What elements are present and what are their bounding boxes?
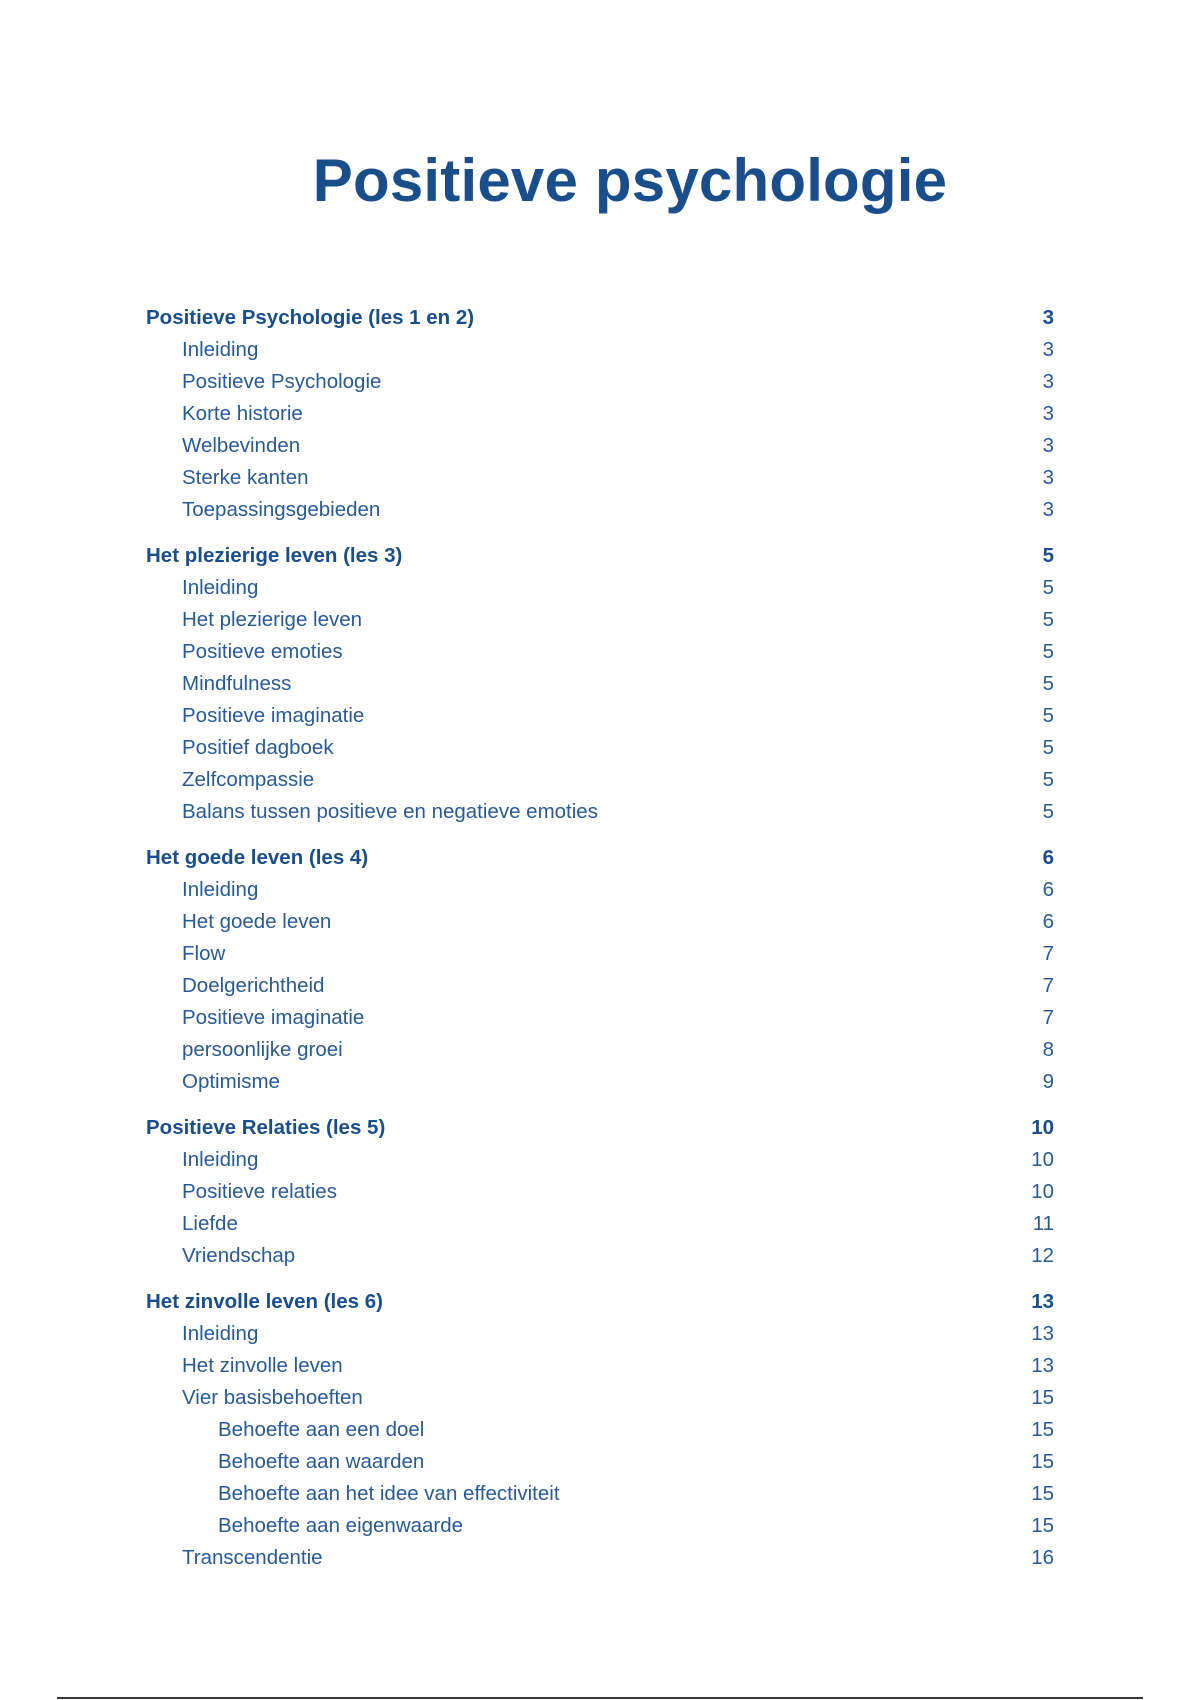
toc-page-number: 5 bbox=[1042, 736, 1054, 759]
toc-entry[interactable] bbox=[146, 334, 1054, 366]
toc-entry-label: Doelgerichtheid bbox=[182, 974, 325, 997]
toc-subentry[interactable] bbox=[146, 1478, 1054, 1510]
table-of-contents bbox=[146, 302, 1054, 1588]
toc-page-number: 15 bbox=[1031, 1386, 1054, 1409]
toc-page-number: 13 bbox=[1031, 1354, 1054, 1377]
toc-page-number: 9 bbox=[1042, 1070, 1054, 1093]
toc-entry-label: Inleiding bbox=[182, 576, 259, 599]
toc-section bbox=[146, 842, 1054, 1098]
toc-entry[interactable] bbox=[146, 700, 1054, 732]
toc-entry-label: Flow bbox=[182, 942, 226, 965]
toc-subentry[interactable] bbox=[146, 1510, 1054, 1542]
toc-entry[interactable] bbox=[146, 764, 1054, 796]
toc-entry-label: Transcendentie bbox=[182, 1546, 323, 1569]
toc-page-number: 7 bbox=[1042, 942, 1054, 965]
toc-entry[interactable] bbox=[146, 1240, 1054, 1272]
toc-page-number: 5 bbox=[1042, 704, 1054, 727]
toc-entry[interactable] bbox=[146, 906, 1054, 938]
toc-entry[interactable] bbox=[146, 494, 1054, 526]
toc-entry[interactable] bbox=[146, 462, 1054, 494]
toc-entry-label: Inleiding bbox=[182, 1148, 259, 1171]
toc-section-title: Het plezierige leven (les 3) bbox=[146, 544, 403, 567]
toc-entry[interactable] bbox=[146, 1002, 1054, 1034]
toc-section-heading[interactable] bbox=[146, 1112, 1054, 1144]
toc-subentry[interactable] bbox=[146, 1446, 1054, 1478]
toc-entry[interactable] bbox=[146, 1034, 1054, 1066]
toc-page-number: 6 bbox=[1042, 846, 1054, 869]
toc-entry-label: Toepassingsgebieden bbox=[182, 498, 381, 521]
toc-page-number: 8 bbox=[1042, 1038, 1054, 1061]
toc-entry[interactable] bbox=[146, 1350, 1054, 1382]
toc-entry[interactable] bbox=[146, 668, 1054, 700]
toc-page-number: 5 bbox=[1042, 576, 1054, 599]
toc-section bbox=[146, 1286, 1054, 1574]
toc-page-number: 11 bbox=[1032, 1212, 1054, 1235]
toc-page-number: 7 bbox=[1042, 1006, 1054, 1029]
toc-page-number: 10 bbox=[1031, 1148, 1054, 1171]
toc-entry[interactable] bbox=[146, 1144, 1054, 1176]
toc-entry-label: Inleiding bbox=[182, 338, 259, 361]
toc-page-number: 13 bbox=[1031, 1290, 1054, 1313]
toc-page-number: 16 bbox=[1031, 1546, 1054, 1569]
toc-page-number: 5 bbox=[1042, 800, 1054, 823]
toc-subentry[interactable] bbox=[146, 1414, 1054, 1446]
toc-entry[interactable] bbox=[146, 1382, 1054, 1414]
footer-divider bbox=[57, 1697, 1143, 1699]
toc-entry-label: Positieve imaginatie bbox=[182, 1006, 365, 1029]
toc-entry-label: Korte historie bbox=[182, 402, 303, 425]
toc-entry-label: Optimisme bbox=[182, 1070, 280, 1093]
toc-entry-label: Balans tussen positieve en negatieve emoties bbox=[182, 800, 598, 823]
toc-page-number: 7 bbox=[1042, 974, 1054, 997]
page-title: Positieve psychologie bbox=[312, 147, 948, 214]
toc-entry-label: Positieve relaties bbox=[182, 1180, 337, 1203]
toc-entry-label: Behoefte aan eigenwaarde bbox=[218, 1514, 464, 1537]
toc-page-number: 15 bbox=[1031, 1450, 1054, 1473]
toc-page-number: 6 bbox=[1042, 910, 1054, 933]
toc-section-heading[interactable] bbox=[146, 842, 1054, 874]
toc-page-number: 3 bbox=[1042, 338, 1054, 361]
toc-entry-label: Positieve imaginatie bbox=[182, 704, 365, 727]
toc-page-number: 15 bbox=[1031, 1482, 1054, 1505]
toc-entry-label: Behoefte aan waarden bbox=[218, 1450, 425, 1473]
toc-entry[interactable] bbox=[146, 796, 1054, 828]
toc-entry-label: persoonlijke groei bbox=[182, 1038, 343, 1061]
toc-page-number: 15 bbox=[1031, 1418, 1054, 1441]
toc-entry[interactable] bbox=[146, 1208, 1054, 1240]
toc-entry-label: Behoefte aan een doel bbox=[218, 1418, 425, 1441]
toc-entry-label: Inleiding bbox=[182, 1322, 259, 1345]
toc-page-number: 5 bbox=[1042, 640, 1054, 663]
toc-entry[interactable] bbox=[146, 398, 1054, 430]
toc-entry-label: Welbevinden bbox=[182, 434, 301, 457]
toc-page-number: 12 bbox=[1031, 1244, 1054, 1267]
toc-section bbox=[146, 302, 1054, 526]
toc-page-number: 6 bbox=[1042, 878, 1054, 901]
toc-page-number: 10 bbox=[1031, 1116, 1054, 1139]
toc-entry[interactable] bbox=[146, 636, 1054, 668]
toc-page-number: 5 bbox=[1042, 544, 1054, 567]
toc-section-title: Het zinvolle leven (les 6) bbox=[146, 1290, 383, 1313]
toc-entry-label: Inleiding bbox=[182, 878, 259, 901]
toc-entry-label: Mindfulness bbox=[182, 672, 292, 695]
toc-entry[interactable] bbox=[146, 874, 1054, 906]
toc-entry-label: Vriendschap bbox=[182, 1244, 296, 1267]
toc-entry-label: Positieve Psychologie bbox=[182, 370, 382, 393]
toc-entry[interactable] bbox=[146, 732, 1054, 764]
toc-entry-label: Sterke kanten bbox=[182, 466, 309, 489]
toc-entry[interactable] bbox=[146, 938, 1054, 970]
toc-page-number: 3 bbox=[1042, 306, 1054, 329]
toc-entry-label: Positief dagboek bbox=[182, 736, 334, 759]
toc-entry-label: Het zinvolle leven bbox=[182, 1354, 343, 1377]
toc-entry[interactable] bbox=[146, 430, 1054, 462]
toc-section-heading[interactable] bbox=[146, 302, 1054, 334]
toc-entry[interactable] bbox=[146, 1066, 1054, 1098]
toc-page-number: 3 bbox=[1042, 434, 1054, 457]
toc-section-heading[interactable] bbox=[146, 540, 1054, 572]
toc-entry-label: Het goede leven bbox=[182, 910, 332, 933]
toc-page-number: 5 bbox=[1042, 768, 1054, 791]
toc-entry-label: Positieve emoties bbox=[182, 640, 343, 663]
toc-section-title: Positieve Relaties (les 5) bbox=[146, 1116, 386, 1139]
toc-entry-label: Vier basisbehoeften bbox=[182, 1386, 363, 1409]
toc-page-number: 3 bbox=[1042, 402, 1054, 425]
toc-entry[interactable] bbox=[146, 604, 1054, 636]
toc-page-number: 3 bbox=[1042, 370, 1054, 393]
toc-page-number: 5 bbox=[1042, 672, 1054, 695]
toc-page-number: 3 bbox=[1042, 498, 1054, 521]
toc-entry[interactable] bbox=[146, 366, 1054, 398]
toc-page-number: 15 bbox=[1031, 1514, 1054, 1537]
toc-section-title: Positieve Psychologie (les 1 en 2) bbox=[146, 306, 475, 329]
toc-page-number: 13 bbox=[1031, 1322, 1054, 1345]
toc-section bbox=[146, 1112, 1054, 1272]
toc-section bbox=[146, 540, 1054, 828]
toc-page-number: 5 bbox=[1042, 608, 1054, 631]
toc-entry[interactable] bbox=[146, 1318, 1054, 1350]
toc-section-heading[interactable] bbox=[146, 1286, 1054, 1318]
toc-section-title: Het goede leven (les 4) bbox=[146, 846, 369, 869]
toc-entry-label: Behoefte aan het idee van effectiviteit bbox=[218, 1482, 560, 1505]
toc-entry[interactable] bbox=[146, 970, 1054, 1002]
toc-entry-label: Het plezierige leven bbox=[182, 608, 363, 631]
toc-entry[interactable] bbox=[146, 1542, 1054, 1574]
toc-page-number: 3 bbox=[1042, 466, 1054, 489]
toc-entry-label: Zelfcompassie bbox=[182, 768, 315, 791]
toc-entry[interactable] bbox=[146, 1176, 1054, 1208]
toc-page-number: 10 bbox=[1031, 1180, 1054, 1203]
toc-entry[interactable] bbox=[146, 572, 1054, 604]
toc-entry-label: Liefde bbox=[182, 1212, 238, 1235]
